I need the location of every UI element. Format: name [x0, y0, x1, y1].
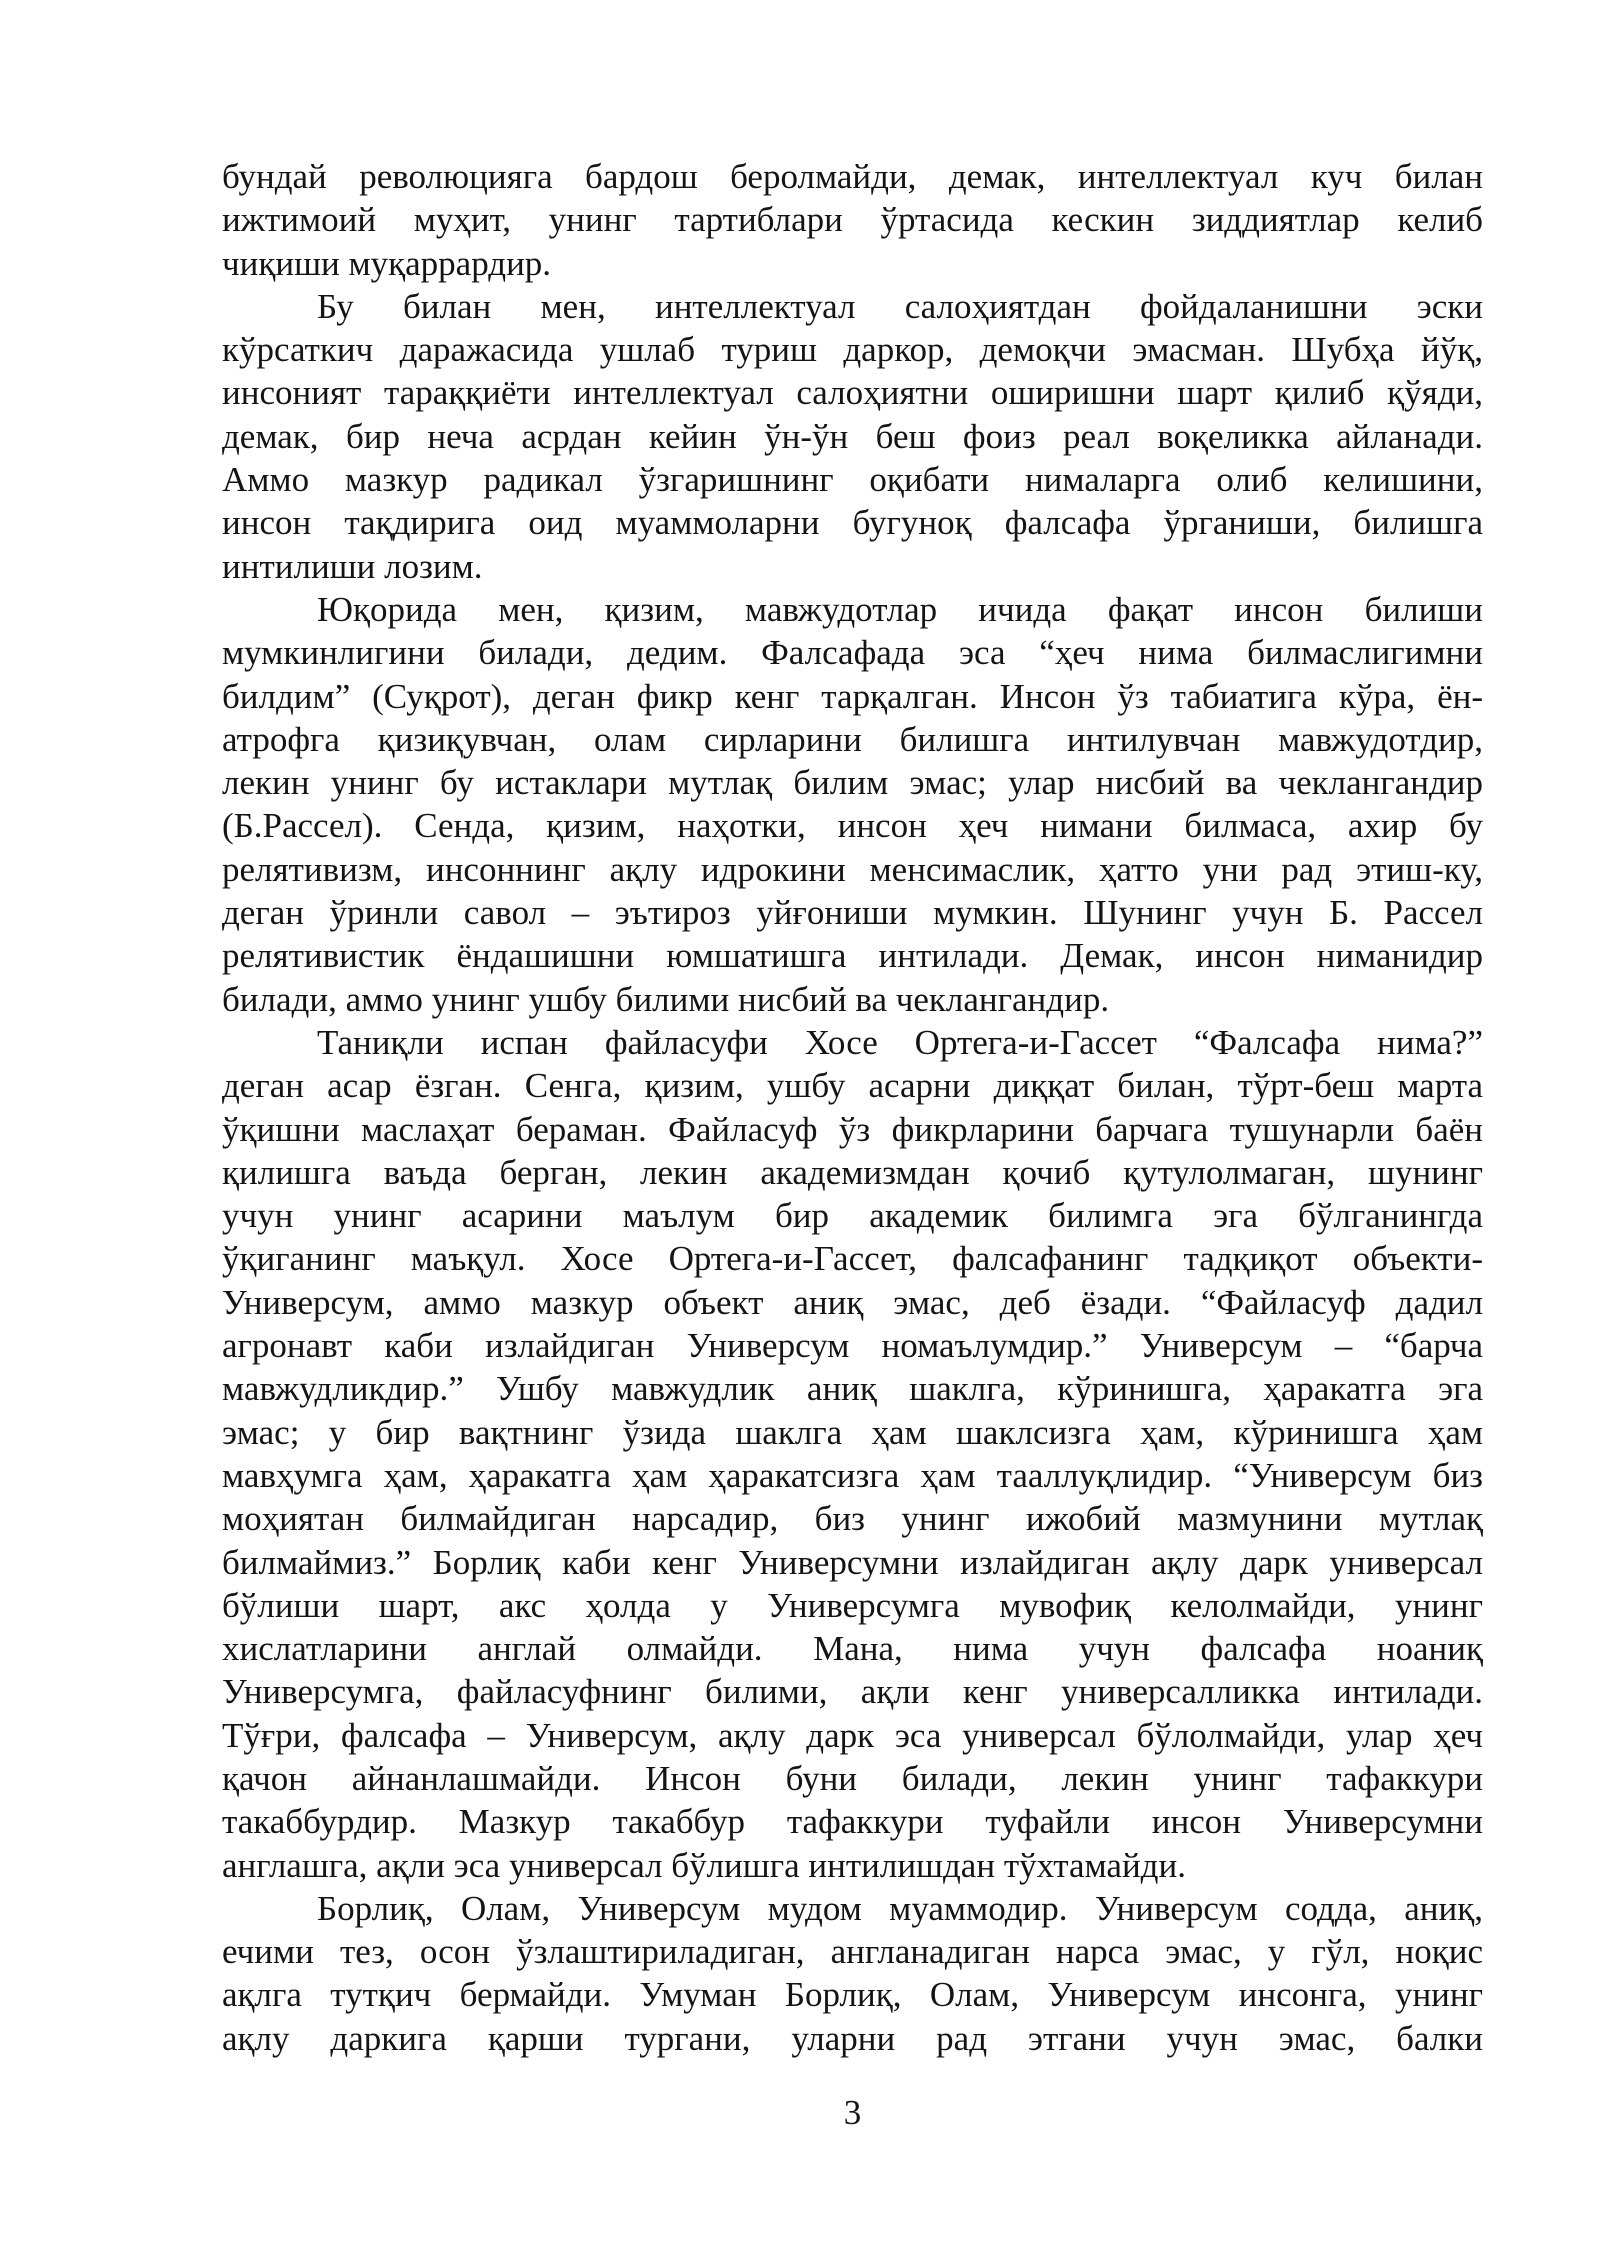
text-line: ўқишни маслаҳат бераман. Файласуф ўз фикрларини барчага тушунарли баён — [222, 1109, 1483, 1149]
text-line: хислатларини англай олмайди. Мана, нима учун фалсафа ноаниқ — [222, 1629, 1483, 1669]
text-line: Универсумга, файласуфнинг билими, ақли кенг универсалликка интилади. — [222, 1672, 1483, 1712]
text-line: билдим” (Суқрот), деган фикр кенг тарқалган. Инсон ўз табиатига кўра, ён- — [222, 676, 1483, 716]
text-line: Борлиқ, Олам, Универсум мудом муаммодир. Универсум содда, аниқ, — [317, 1888, 1483, 1928]
text-line: Юқорида мен, қизим, мавжудотлар ичида фақат инсон билиши — [317, 589, 1483, 629]
text-line: ақлга тутқич бермайди. Умуман Борлиқ, Олам, Универсум инсонга, унинг — [222, 1975, 1483, 2015]
text-line: кўрсаткич даражасида ушлаб туриш даркор, демоқчи эмасман. Шубҳа йўқ, — [222, 330, 1483, 370]
text-line: (Б.Рассел). Сенда, қизим, наҳотки, инсон ҳеч нимани билмаса, ахир бу — [222, 806, 1483, 846]
text-line: Универсум, аммо мазкур объект аниқ эмас, деб ёзади. “Файласуф дадил — [222, 1282, 1483, 1322]
text-line: бундай революцияга бардош беролмайди, демак, интеллектуал куч билан — [222, 157, 1483, 196]
text-line: интилиши лозим. — [222, 546, 483, 586]
text-line: инсоният тараққиёти интеллектуал салоҳиятни оширишни шарт қилиб қўяди, — [222, 373, 1483, 413]
paragraph — [222, 588, 1483, 1021]
text-line: мавҳумга ҳам, ҳаракатга ҳам ҳаракатсизга ҳам тааллуқлидир. “Универсум биз — [222, 1455, 1483, 1495]
text-line: ечими тез, осон ўзлаштириладиган, англанадиган нарса эмас, у гўл, ноқис — [222, 1932, 1483, 1972]
text-line: ижтимоий муҳит, унинг тартиблари ўртасида кескин зиддиятлар келиб — [222, 200, 1483, 240]
text-line: мавжудликдир.” Ушбу мавжудлик аниқ шаклга, кўринишга, ҳаракатга эга — [222, 1369, 1483, 1409]
text-line: қилишга ваъда берган, лекин академизмдан қочиб қутулолмаган, шунинг — [222, 1152, 1483, 1192]
text-line: такаббурдир. Мазкур такаббур тафаккури туфайли инсон Универсумни — [222, 1802, 1483, 1842]
page-footer — [222, 2091, 1483, 2134]
text-line: лекин унинг бу истаклари мутлақ билим эмас; улар нисбий ва чеклангандир — [222, 763, 1483, 803]
paragraph — [222, 1021, 1483, 1887]
page-number: 3 — [843, 2093, 862, 2132]
text-line: Тўғри, фалсафа – Универсум, ақлу дарк эса универсал бўлолмайди, улар ҳеч — [222, 1715, 1483, 1755]
text-line: ўқиганинг маъқул. Хосе Ортега-и-Гассет, фалсафанинг тадқиқот объекти- — [222, 1239, 1483, 1279]
text-line: чиқиши муқаррардир. — [222, 243, 552, 283]
text-line: агронавт каби излайдиган Универсум номаълумдир.” Универсум – “барча — [222, 1326, 1483, 1366]
text-line: релятивистик ёндашишни юмшатишга интилади. Демак, инсон ниманидир — [222, 936, 1483, 976]
text-line: қачон айнанлашмайди. Инсон буни билади, лекин унинг тафаккури — [222, 1758, 1483, 1798]
text-line: билмаймиз.” Борлиқ каби кенг Универсумни излайдиган ақлу дарк универсал — [222, 1542, 1483, 1582]
text-line: ақлу даркига қарши тургани, уларни рад этгани учун эмас, балки — [222, 2018, 1483, 2058]
text-line: демак, бир неча асрдан кейин ўн-ўн беш фоиз реал воқеликка айланади. — [222, 416, 1483, 456]
paragraph — [222, 155, 1483, 285]
text-line: инсон тақдирига оид муаммоларни бугуноқ фалсафа ўрганиши, билишга — [222, 503, 1483, 543]
text-line: бўлиши шарт, акс ҳолда у Универсумга мувофиқ келолмайди, унинг — [222, 1585, 1483, 1625]
text-line: эмас; у бир вақтнинг ўзида шаклга ҳам шаклсизга ҳам, кўринишга ҳам — [222, 1412, 1483, 1452]
text-line: моҳиятан билмайдиган нарсадир, биз унинг ижобий мазмунини мутлақ — [222, 1499, 1483, 1539]
text-line: деган асар ёзган. Сенга, қизим, ушбу асарни диққат билан, тўрт-беш марта — [222, 1066, 1483, 1106]
text-line: Таниқли испан файласуфи Хосе Ортега-и-Гассет “Фалсафа нима?” — [317, 1022, 1483, 1062]
text-line: деган ўринли савол – эътироз уйғониши мумкин. Шунинг учун Б. Рассел — [222, 893, 1483, 933]
page-text — [222, 155, 1483, 2060]
text-line: учун унинг асарини маълум бир академик билимга эга бўлганингда — [222, 1196, 1483, 1236]
text-line: Аммо мазкур радикал ўзгаришнинг оқибати нималарга олиб келишини, — [222, 460, 1483, 500]
paragraph — [222, 1887, 1483, 2060]
text-line: атрофга қизиқувчан, олам сирларини билишга интилувчан мавжудотдир, — [222, 719, 1483, 759]
text-line: релятивизм, инсоннинг ақлу идрокини менсимаслик, ҳатто уни рад этиш-ку, — [222, 849, 1483, 889]
text-line: англашга, ақли эса универсал бўлишга интилишдан тўхтамайди. — [222, 1845, 1186, 1885]
text-line: билади, аммо унинг ушбу билими нисбий ва чеклангандир. — [222, 979, 1110, 1019]
paragraph — [222, 285, 1483, 588]
text-line: мумкинлигини билади, дедим. Фалсафада эса “ҳеч нима билмаслигимни — [222, 633, 1483, 673]
text-line: Бу билан мен, интеллектуал салоҳиятдан фойдаланишни эски — [317, 286, 1483, 326]
